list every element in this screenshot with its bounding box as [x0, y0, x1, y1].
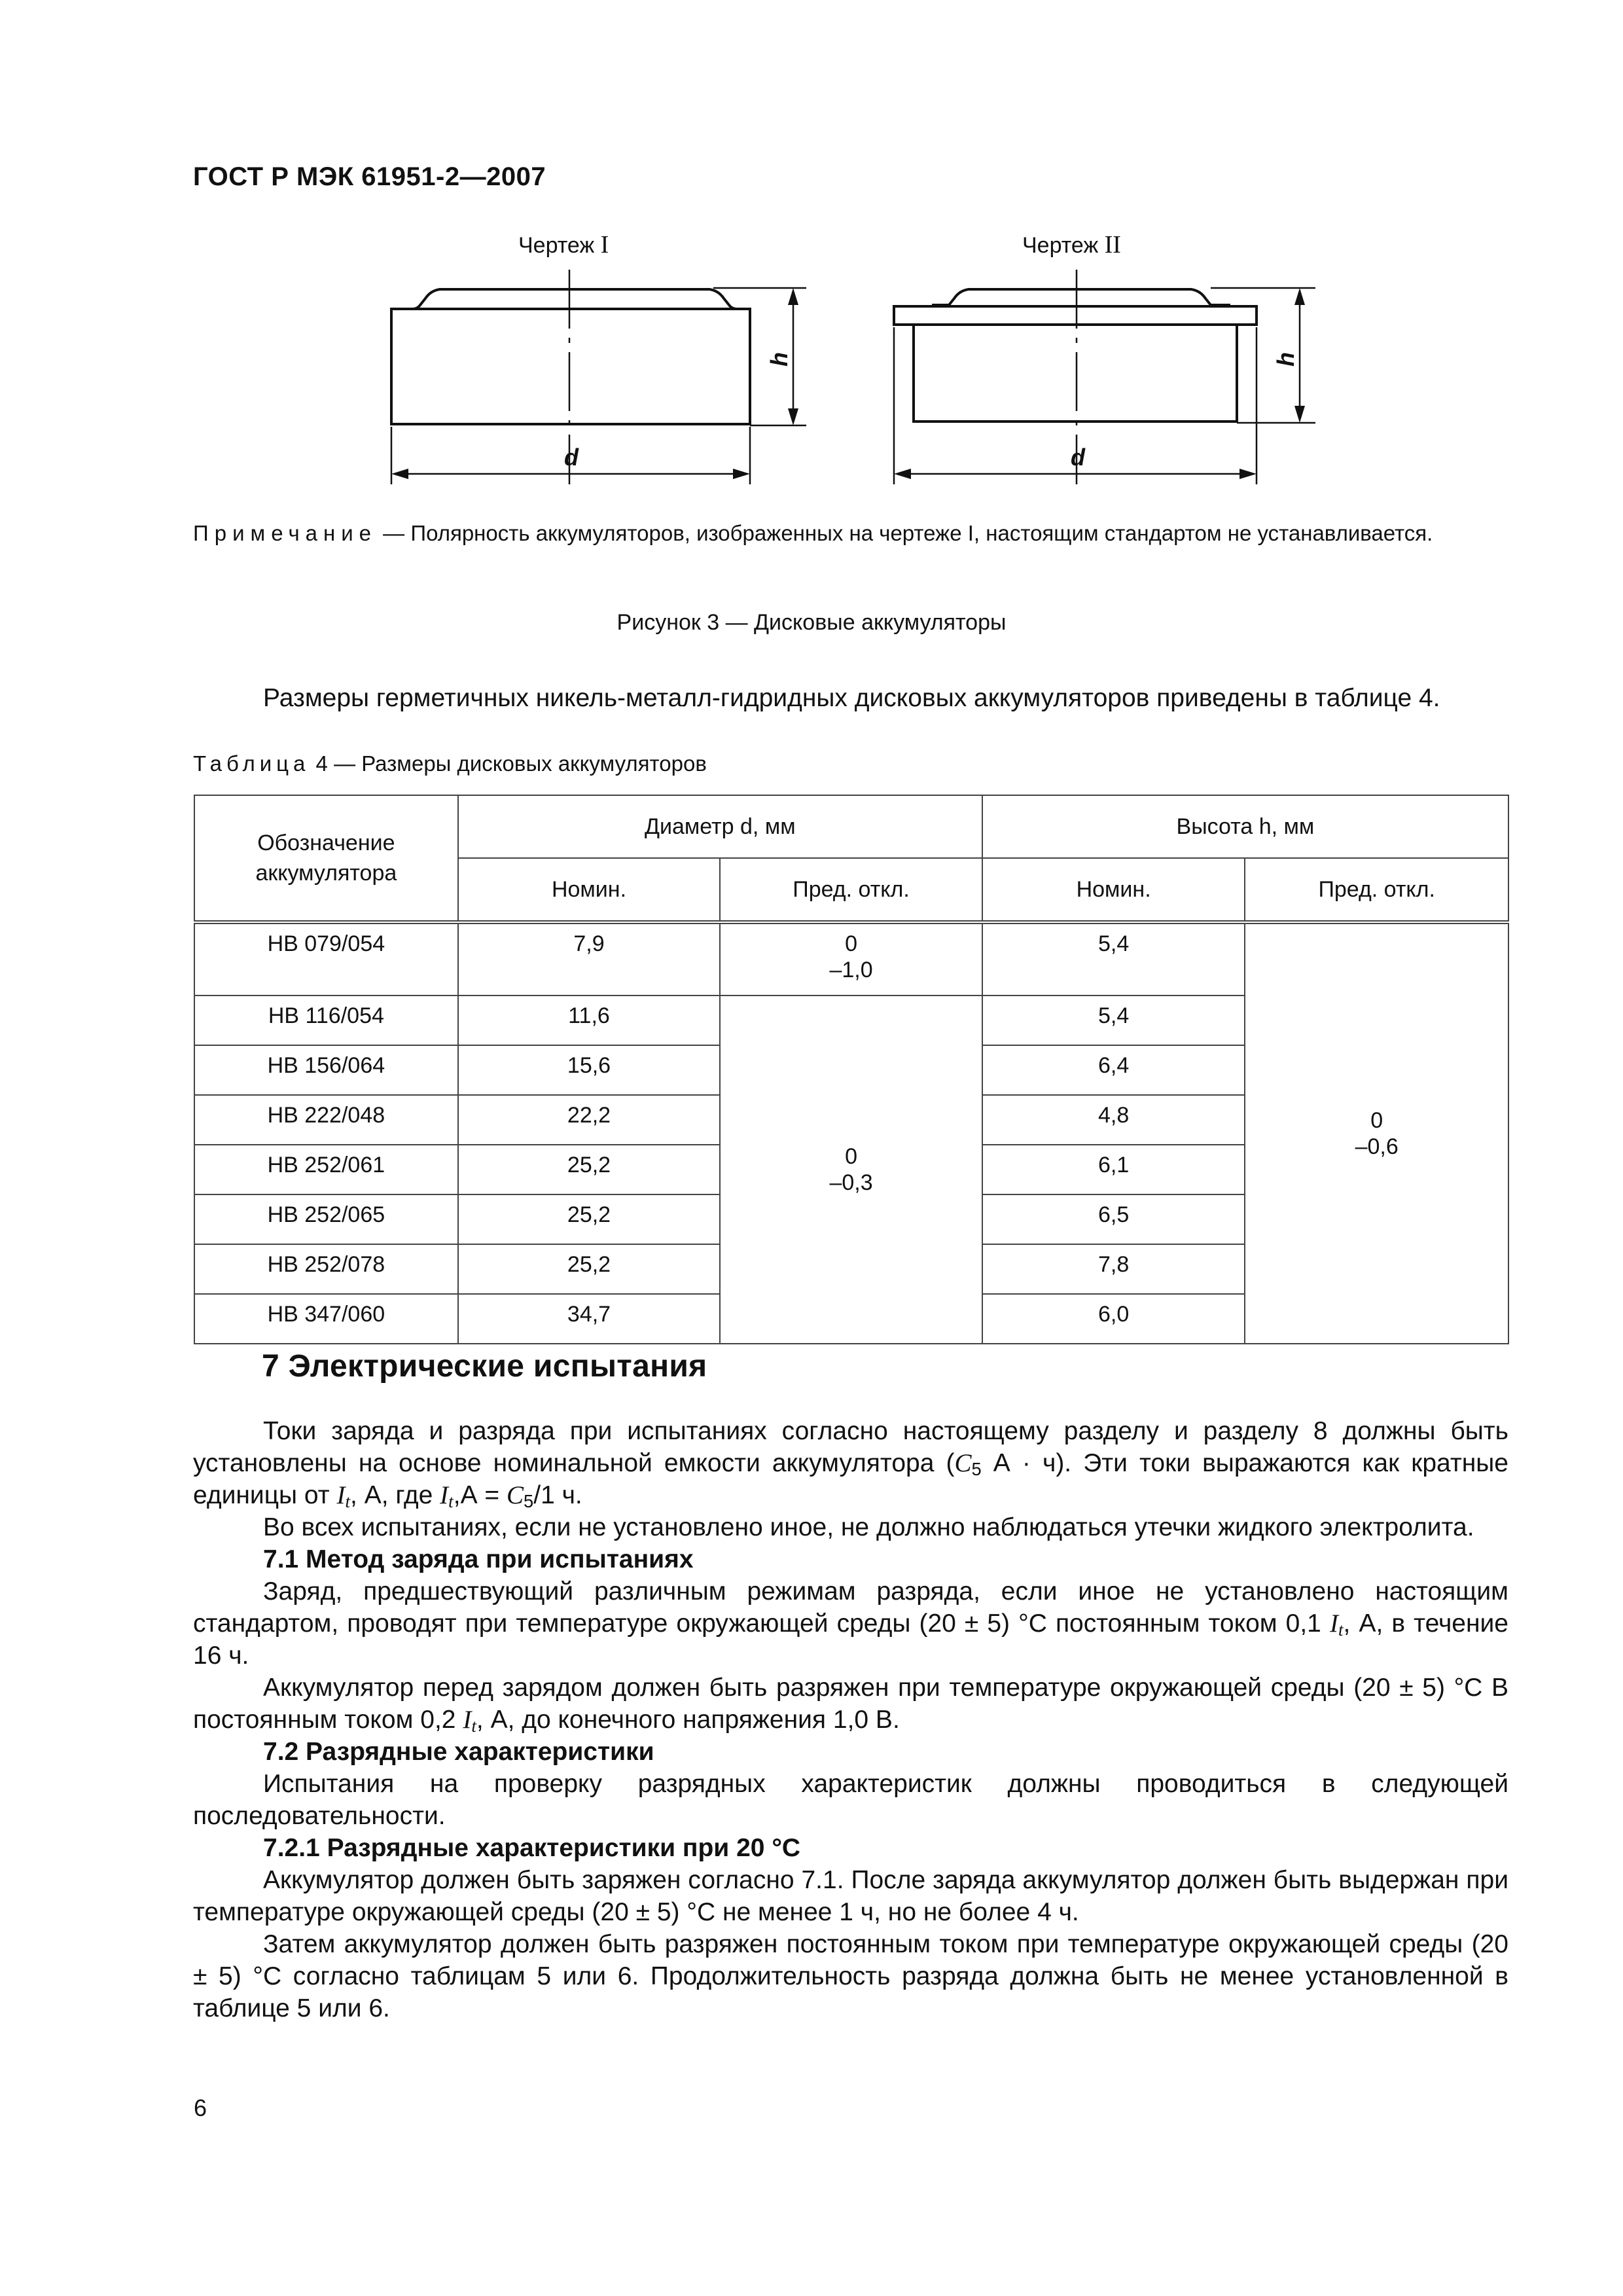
d-tolerance-rest: 0 –0,3: [720, 996, 982, 1344]
col-h-tolerance: Пред. откл.: [1245, 858, 1508, 922]
table-row: HB 079/054 7,9 0 –1,0 5,4 0 –0,6: [194, 922, 1508, 996]
drawing-1-h-label: h: [766, 352, 793, 367]
table-header-row-1: [194, 795, 1508, 858]
subsection-7-2-1-title: 7.2.1 Разрядные характеристики при 20 °С: [263, 1834, 801, 1862]
paragraph-rest-period: Аккумулятор должен быть заряжен согласно 7.1. После заряда аккумулятор должен быть выдержан при температуре окружающей среды (20 ± 5) °С не менее 1 ч, но не более 4 ч.: [193, 1866, 1508, 1926]
d-tolerance-first: 0 –1,0: [720, 922, 982, 996]
h-tolerance-all: 0 –0,6: [1245, 922, 1508, 1344]
table-row: HB 252/065 25,2 6,5: [194, 1194, 1508, 1244]
table-row: HB 116/054 11,6 0 –0,3 5,4: [194, 996, 1508, 1045]
figure-caption: Рисунок 3 — Дисковые аккумуляторы: [616, 610, 1007, 635]
subsection-7-2-title: 7.2 Разрядные характеристики: [263, 1738, 654, 1766]
table-title: Таблица 4 — Размеры дисковых аккумуляторов: [193, 751, 707, 776]
col-designation: Обозначение аккумулятора: [194, 795, 458, 922]
col-height: Высота h, мм: [982, 795, 1508, 858]
col-d-nominal: Номин.: [458, 858, 721, 922]
col-h-nominal: Номин.: [982, 858, 1245, 922]
col-d-tolerance: Пред. откл.: [720, 858, 982, 922]
drawing-2-title: Чертеж II: [1022, 231, 1121, 259]
table-row: HB 252/061 25,2 6,1: [194, 1145, 1508, 1194]
drawing-2-h-label: h: [1272, 352, 1299, 367]
figure-note: [193, 517, 1508, 550]
paragraph-sequence: Испытания на проверку разрядных характеристик должны проводиться в следующей последовательности.: [193, 1770, 1508, 1830]
paragraph-precharge: Аккумулятор перед зарядом должен быть разряжен при температуре окружающей среды (20 ± 5) °С В постоянным током 0,2 $I_t$, А, до конечного напряжения 1,0 В.: [193, 1674, 1508, 1736]
intro-paragraph: Размеры герметичных никель-металл-гидридных дисковых аккумуляторов приведены в таблице 4.: [263, 684, 1440, 712]
drawing-1-title: Чертеж I: [518, 231, 609, 259]
drawing-1: [391, 270, 806, 484]
document-code: ГОСТ Р МЭК 61951-2—2007: [193, 162, 546, 191]
table-row: HB 156/064 15,6 6,4: [194, 1045, 1508, 1095]
note-text: — Полярность аккумуляторов, изображенных на чертеже I, настоящим стандартом не устанавливается.: [377, 521, 1433, 545]
table-row: HB 222/048 22,2 4,8: [194, 1095, 1508, 1145]
paragraph-discharge: Затем аккумулятор должен быть разряжен постоянным током при температуре окружающей среды (20 ± 5) °С согласно таблицам 5 или 6. Продолжительность разряда должна быть не менее установленной в таблице 5 или 6.: [193, 1930, 1508, 2022]
table-row: HB 347/060 34,7 6,0: [194, 1294, 1508, 1344]
drawing-2-d-label: d: [1071, 444, 1085, 471]
note-lead: Примечание: [193, 521, 378, 545]
paragraph-leakage: Во всех испытаниях, если не установлено иное, не должно наблюдаться утечки жидкого электролита.: [263, 1513, 1474, 1541]
paragraph-currents: Токи заряда и разряда при испытаниях согласно настоящему разделу и разделу 8 должны быть установлены на основе номинальной емкости аккумулятора ($C_5$ А · ч). Эти токи выражаются как кратные единицы от $I_t$, А, где $I_t,А = C_5/1$ ч.: [193, 1417, 1508, 1511]
table-row: HB 252/078 25,2 7,8: [194, 1244, 1508, 1294]
section-7-body: [193, 1415, 1508, 2024]
drawing-2: [894, 270, 1315, 484]
dimensions-table: [194, 795, 1509, 1344]
page-number: 6: [194, 2094, 207, 2121]
disc-battery-drawings: [0, 0, 1623, 511]
drawing-1-d-label: d: [564, 444, 579, 471]
subsection-7-1-title: 7.1 Метод заряда при испытаниях: [263, 1545, 694, 1573]
col-diameter: Диаметр d, мм: [458, 795, 982, 858]
paragraph-charge: Заряд, предшествующий различным режимам разряда, если иное не установлено настоящим стандартом, проводят при температуре окружающей среды (20 ± 5) °С постоянным током 0,1 $I_t$, А, в течение 16 ч.: [193, 1577, 1508, 1670]
section-7-heading: 7 Электрические испытания: [262, 1349, 707, 1384]
